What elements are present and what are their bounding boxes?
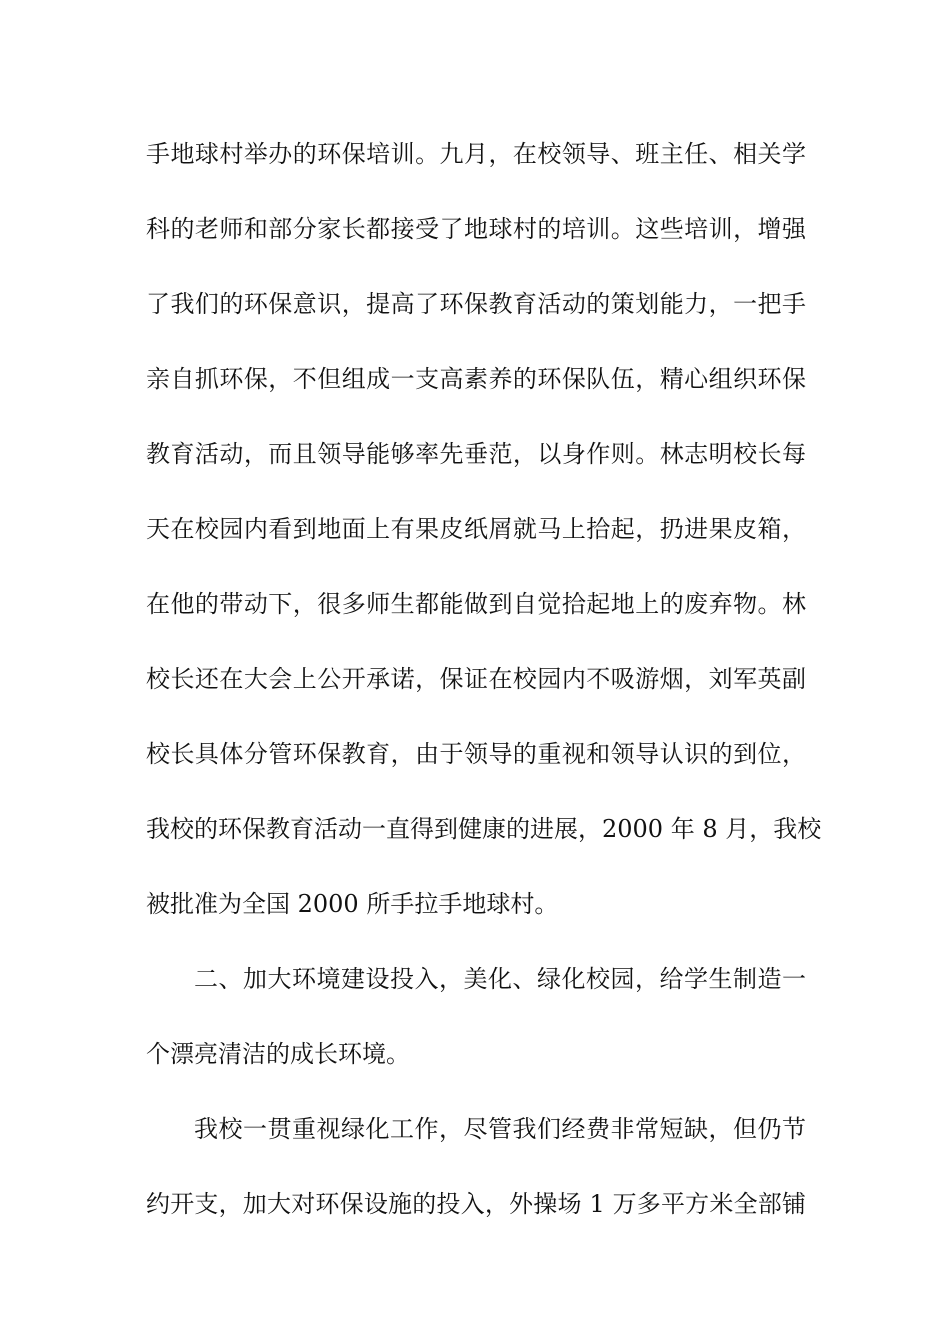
text-line: 了我们的环保意识，提高了环保教育活动的策划能力，一把手 [146,290,806,318]
text-line: 天在校园内看到地面上有果皮纸屑就马上拾起，扔进果皮箱， [146,515,806,543]
paragraph-last-line: 被批准为全国 2000 所手拉手地球村。 [146,890,559,918]
text-line: 亲自抓环保，不但组成一支高素养的环保队伍，精心组织环保 [146,365,806,393]
text-line: 校长还在大会上公开承诺，保证在校园内不吸游烟，刘军英副 [146,665,806,693]
text-line: 约开支，加大对环保设施的投入，外操场 1 万多平方米全部铺 [146,1190,806,1218]
text-line: 科的老师和部分家长都接受了地球村的培训。这些培训，增强 [146,215,806,243]
section-heading-line: 二、加大环境建设投入，美化、绿化校园，给学生制造一 [194,965,806,993]
section-heading-last-line: 个漂亮清洁的成长环境。 [146,1040,410,1068]
text-line: 教育活动，而且领导能够率先垂范，以身作则。林志明校长每 [146,440,806,468]
text-line: 校长具体分管环保教育，由于领导的重视和领导认识的到位， [146,740,806,768]
paragraph-first-line: 我校一贯重视绿化工作，尽管我们经费非常短缺，但仍节 [194,1115,806,1143]
text-line: 在他的带动下，很多师生都能做到自觉拾起地上的废弃物。林 [146,590,806,618]
text-line: 我校的环保教育活动一直得到健康的进展，2000 年 8 月，我校 [146,815,822,843]
text-line: 手地球村举办的环保培训。九月，在校领导、班主任、相关学 [146,140,806,168]
document-body [146,130,822,1255]
